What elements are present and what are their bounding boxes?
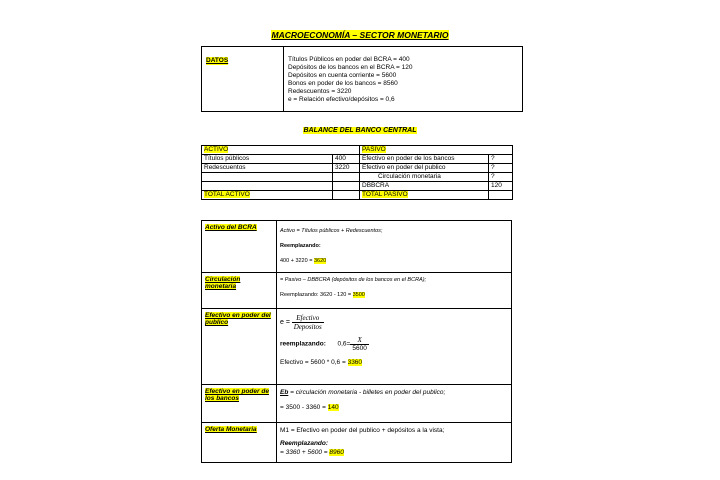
cell [333, 173, 360, 182]
cell [202, 182, 333, 191]
cell: 400 [333, 155, 360, 164]
fraction-x-5600: $\frac{X}{5600}$ [352, 336, 367, 352]
activo-label: Activo del BCRA [205, 224, 257, 231]
efectivo-result: 3360 [347, 359, 363, 366]
datos-line: Títulos Públicos en poder del BCRA = 400 [288, 56, 410, 63]
cell: DBBCRA [360, 182, 489, 191]
datos-line: Depósitos en cuenta corriente = 5600 [288, 72, 397, 79]
cell: Redescuentos [202, 164, 333, 173]
circulacion-result: 3500 [352, 292, 365, 298]
balance-table [201, 145, 513, 200]
datos-list [288, 56, 412, 104]
efectivo-bancos-label: Efectivo en poder de los bancos [205, 388, 269, 402]
activo-label-cell [202, 221, 277, 273]
table-row [202, 173, 513, 182]
cell: Títulos públicos [202, 155, 333, 164]
table-row [202, 182, 513, 191]
datos-line: Depósitos de los bancos en el BCRA = 120 [288, 64, 413, 71]
table-row [202, 309, 512, 385]
oferta-label-cell [202, 423, 277, 463]
oferta-content [277, 423, 512, 463]
balance-title: BALANCE DEL BANCO CENTRAL [303, 127, 417, 134]
cell: ? [489, 155, 513, 164]
cell: Circulación monetaria [360, 173, 489, 182]
datos-box [201, 46, 523, 112]
efectivo-publico-label: Efectivo en poder del publico [205, 312, 271, 326]
datos-line: Bonos en poder de los bancos = 8560 [288, 80, 398, 87]
circulacion-result-line: Reemplazando: 3620 - 120 = 3500 [280, 292, 365, 298]
pasivo-header: PASIVO [360, 146, 513, 155]
cell [333, 191, 360, 200]
cell [202, 173, 333, 182]
eb-result-line: = 3500 - 3360 = 140 [280, 404, 339, 411]
datos-line: e = Relación efectivo/depósitos = 0,6 [288, 96, 395, 103]
e-formula: e = $\frac{\text{Efectivo}}{\text{Depositos}}$ [280, 314, 322, 331]
table-row [202, 146, 513, 155]
cell [489, 191, 513, 200]
table-row [202, 423, 512, 463]
eb-result: 140 [327, 404, 339, 411]
cell: 3220 [333, 164, 360, 173]
oferta-result: 8960 [329, 449, 344, 456]
cell: ? [489, 173, 513, 182]
cell: Efectivo en poder del publico [360, 164, 489, 173]
table-row [202, 164, 513, 173]
calc-table [201, 220, 512, 463]
efectivo-bancos-label-cell [202, 385, 277, 423]
efectivo-bancos-content [277, 385, 512, 423]
table-row [202, 221, 512, 273]
eb-formula: Eb = circulación monetaria - billetes en poder del publico; [280, 389, 446, 396]
activo-header: ACTIVO [202, 146, 360, 155]
circulacion-label: Circulación monetaria [205, 276, 241, 290]
activo-formula: Activo = Títulos públicos + Redescuentos; [280, 228, 383, 234]
activo-result: 3620 [313, 258, 327, 264]
reemplazando-line: reemplazando: 0,6= $\frac{X}{5600}$ [280, 336, 367, 352]
oferta-label: Oferta Monetaria [205, 426, 257, 433]
total-activo: TOTAL ACTIVO [202, 191, 333, 200]
oferta-result-line: = 3360 + 5600 = 8960 [280, 449, 344, 456]
efectivo-result-line: Efectivo = 5600 * 0,6 = 3360 [280, 359, 363, 366]
circulacion-content [277, 273, 512, 309]
activo-content [277, 221, 512, 273]
oferta-reemplazando: Reemplazando: [280, 440, 329, 447]
oferta-formula: M1 = Efectivo en poder del publico + depósitos a la vista; [280, 427, 445, 434]
activo-result-line: 400 + 3220 = 3620 [280, 258, 327, 264]
table-row [202, 191, 513, 200]
cell: Efectivo en poder de los bancos [360, 155, 489, 164]
fraction-efectivo-depositos: $\frac{\text{Efectivo}}{\text{Depositos}}$ [293, 314, 322, 331]
cell: 120 [489, 182, 513, 191]
cell [333, 182, 360, 191]
page-title: MACROECONOMÍA – SECTOR MONETARIO [271, 30, 449, 40]
table-row [202, 273, 512, 309]
efectivo-publico-content [277, 309, 512, 385]
datos-label: DATOS [206, 57, 229, 64]
datos-line: Redescuentos = 3220 [288, 88, 352, 95]
table-row [202, 155, 513, 164]
activo-reemplazando: Reemplazando: [280, 243, 321, 249]
circulacion-label-cell [202, 273, 277, 309]
circulacion-formula: = Pasivo – DBBCRA (depósitos de los bancos en el BCRA); [280, 277, 427, 283]
efectivo-publico-label-cell [202, 309, 277, 385]
table-row [202, 385, 512, 423]
total-pasivo: TOTAL PASIVO [360, 191, 489, 200]
cell: ? [489, 164, 513, 173]
